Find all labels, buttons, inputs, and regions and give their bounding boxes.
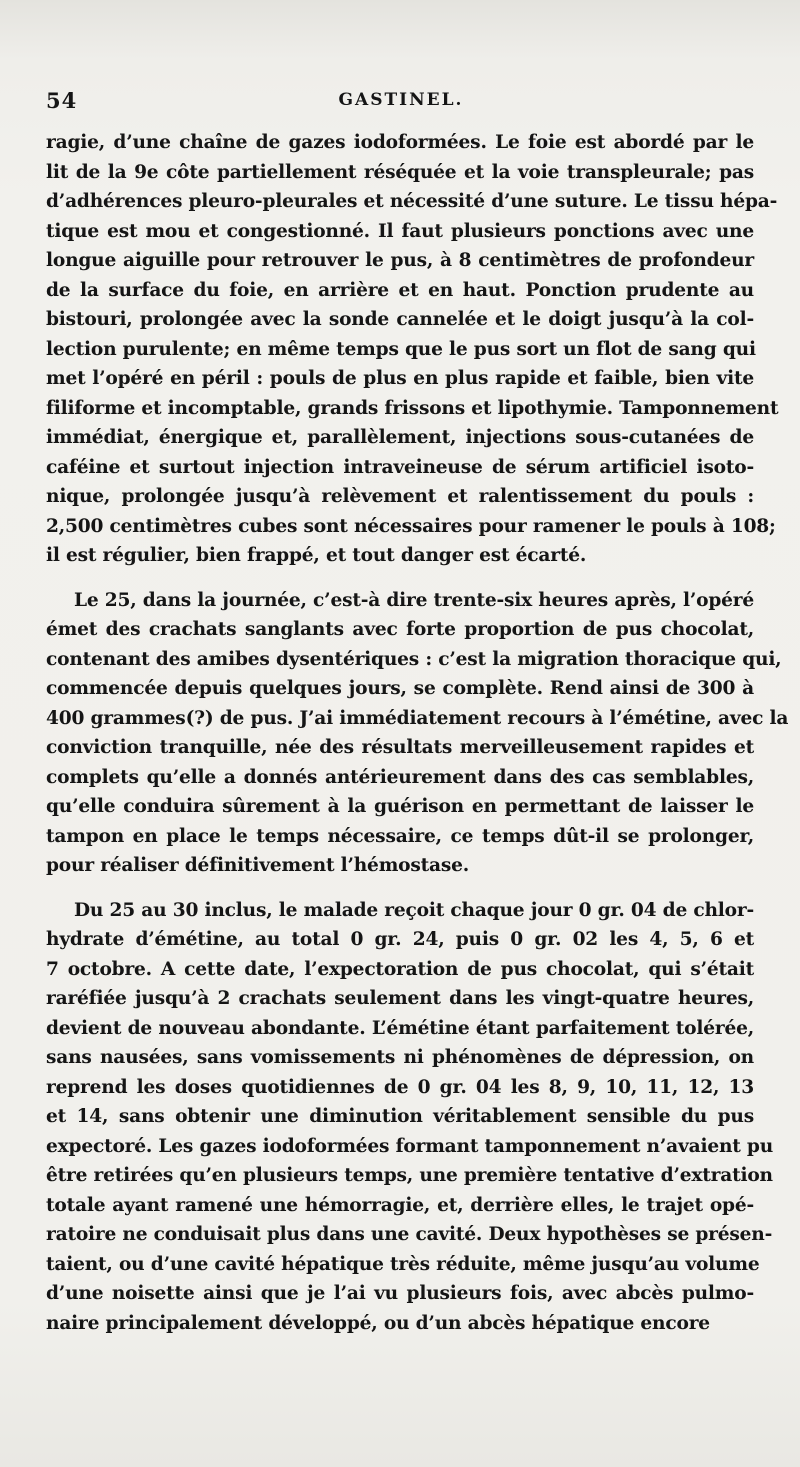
text-line: d’une noisette ainsi que je l’ai vu plusieurs fois, avec abcès pulmo- xyxy=(46,1283,754,1304)
text-line: raréfiée jusqu’à 2 crachats seulement dans les vingt-quatre heures, xyxy=(46,988,754,1009)
text-line: tique est mou et congestionné. Il faut plusieurs ponctions avec une xyxy=(46,220,754,242)
text-line: émet des crachats sanglants avec forte proportion de pus chocolat, xyxy=(46,619,754,640)
text-line: tampon en place le temps nécessaire, ce temps dût-il se prolonger, xyxy=(46,825,754,847)
text-line: taient, ou d’une cavité hépatique très réduite, même jusqu’au volume xyxy=(46,1253,760,1275)
page-number: 54 xyxy=(46,88,78,113)
running-title: GASTINEL. xyxy=(338,90,464,110)
text-line: contenant des amibes dysentériques : c’est la migration thoracique qui, xyxy=(46,648,782,670)
text-line: sans nausées, sans vomissements ni phénomènes de dépression, on xyxy=(46,1047,754,1068)
text-line: reprend les doses quotidiennes de 0 gr. 04 les 8, 9, 10, 11, 12, 13 xyxy=(46,1076,754,1098)
text-line: filiforme et incomptable, grands frissons et lipothymie. Tamponnement xyxy=(46,397,779,419)
paragraph-p3 xyxy=(46,896,774,1339)
text-line: conviction tranquille, née des résultats merveilleusement rapides et xyxy=(46,737,754,758)
text-line: immédiat, énergique et, parallèlement, injections sous-cutanées de xyxy=(46,427,754,448)
text-line: qu’elle conduira sûrement à la guérison en permettant de laisser le xyxy=(46,796,754,817)
text-line: lection purulente; en même temps que le pus sort un flot de sang qui xyxy=(46,338,756,360)
text-line: de la surface du foie, en arrière et en haut. Ponction prudente au xyxy=(46,279,754,301)
text-line: met l’opéré en péril : pouls de plus en plus rapide et faible, bien vite xyxy=(46,368,754,389)
text-line: et 14, sans obtenir une diminution véritablement sensible du pus xyxy=(46,1106,754,1127)
text-line: devient de nouveau abondante. L’émétine étant parfaitement tolérée, xyxy=(46,1017,754,1039)
body-text xyxy=(46,128,789,1338)
text-line: expectoré. Les gazes iodoformées formant tamponnement n’avaient pu xyxy=(46,1135,774,1157)
text-line: être retirées qu’en plusieurs temps, une première tentative d’extration xyxy=(46,1165,773,1186)
text-line: 7 octobre. A cette date, l’expectoration de pus chocolat, qui s’était xyxy=(46,958,754,980)
text-line: nique, prolongée jusqu’à relèvement et ralentissement du pouls : xyxy=(46,486,754,507)
text-line: complets qu’elle a donnés antérieurement dans des cas semblables, xyxy=(46,766,754,788)
text-line: hydrate d’émétine, au total 0 gr. 24, puis 0 gr. 02 les 4, 5, 6 et xyxy=(46,929,754,950)
text-line: d’adhérences pleuro-pleurales et nécessité d’une suture. Le tissu hépa- xyxy=(46,191,778,212)
text-line: bistouri, prolongée avec la sonde cannelée et le doigt jusqu’à la col- xyxy=(46,309,754,330)
text-line: commencée depuis quelques jours, se complète. Rend ainsi de 300 à xyxy=(46,678,754,699)
text-line: pour réaliser définitivement l’hémostase. xyxy=(46,855,470,876)
text-line: ratoire ne conduisait plus dans une cavité. Deux hypothèses se présen- xyxy=(46,1224,773,1245)
paragraph-p1 xyxy=(46,128,779,571)
text-line: ragie, d’une chaîne de gazes iodoformées. Le foie est abordé par le xyxy=(46,132,754,153)
running-head xyxy=(46,88,756,118)
paragraph-p2 xyxy=(46,586,789,881)
text-line: Le 25, dans la journée, c’est-à dire trente-six heures après, l’opéré xyxy=(74,589,755,611)
paragraph-container xyxy=(46,128,789,1338)
text-line: lit de la 9e côte partiellement réséquée et la voie transpleurale; pas xyxy=(46,161,754,183)
text-line: naire principalement développé, ou d’un abcès hépatique encore xyxy=(46,1312,710,1334)
text-line: longue aiguille pour retrouver le pus, à 8 centimètres de profondeur xyxy=(46,250,754,271)
text-line: Du 25 au 30 inclus, le malade reçoit chaque jour 0 gr. 04 de chlor- xyxy=(74,899,754,921)
text-line: caféine et surtout injection intraveineuse de sérum artificiel isoto- xyxy=(46,456,754,478)
text-line: 400 grammes(?) de pus. J’ai immédiatement recours à l’émétine, avec la xyxy=(46,707,789,729)
text-line: il est régulier, bien frappé, et tout danger est écarté. xyxy=(46,545,587,566)
text-line: 2,500 centimètres cubes sont nécessaires pour ramener le pouls à 108; xyxy=(46,515,776,537)
text-line: totale ayant ramené une hémorragie, et, derrière elles, le trajet opé- xyxy=(46,1194,754,1216)
